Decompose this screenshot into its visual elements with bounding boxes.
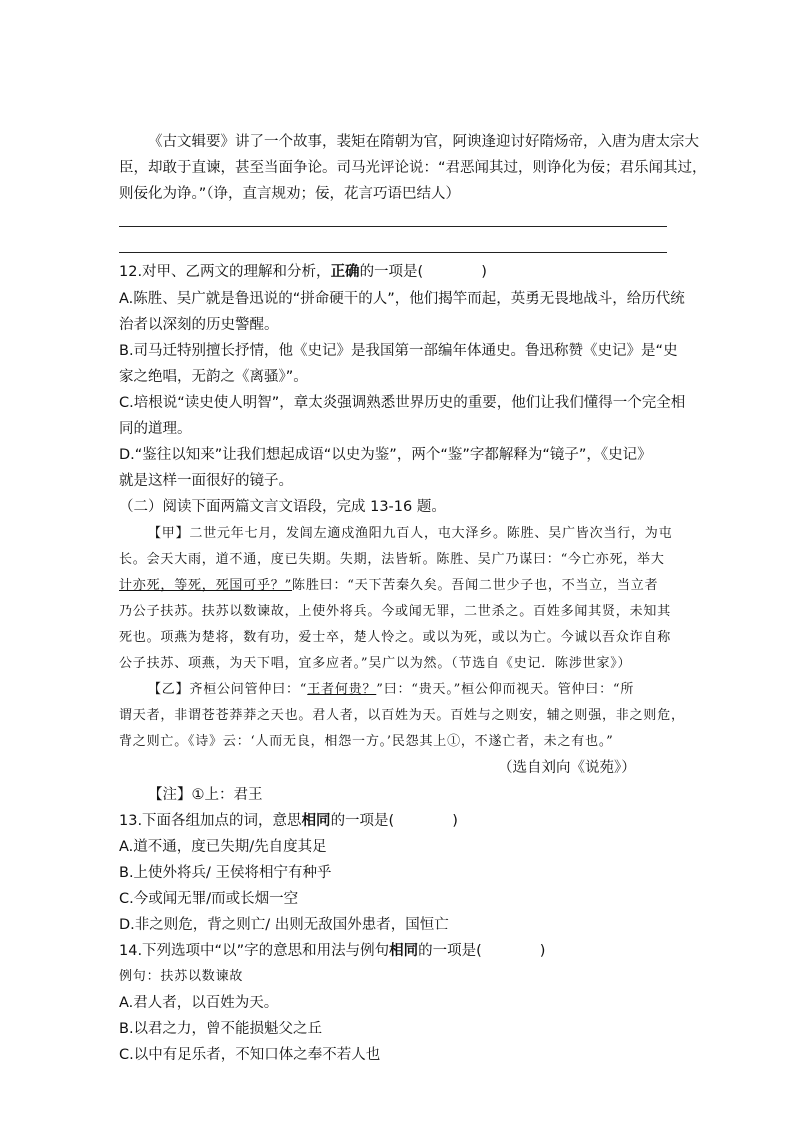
- passage-yi-line-1: [148, 677, 678, 703]
- q12-option-c-line-1: C.培根说“读史使人明智”，章太炎强调熟悉世界历史的重要，他们让我们懂得一个完全相: [119, 395, 686, 411]
- q12-option-c-line-2: 同的道理。: [119, 421, 192, 437]
- q14-stem-c: 的一项是( ): [418, 943, 546, 959]
- q14-option-c: C.以中有足乐者，不知口体之奉不若人也: [119, 1047, 381, 1063]
- footnote: 【注】①上：君王: [148, 787, 263, 803]
- q13-option-c: C.今或闻无罪/而或长烟一空: [119, 891, 299, 907]
- intro-line-1: 《古文辑要》讲了一个故事，裴矩在隋朝为官，阿谀逢迎讨好隋炀帝，入唐为唐太宗大: [148, 134, 699, 150]
- q12-option-a-line-2: 治者以深刻的历史警醒。: [119, 317, 279, 333]
- passage-yi-source: （选自刘向《说苑》）: [498, 760, 636, 776]
- q12-stem-c: 的一项是( ): [359, 264, 487, 280]
- answer-line-1: [119, 226, 667, 227]
- passage-jia-line-2: 长。会天大雨，道不通，度已失期。失期，法皆斩。陈胜、吴广乃谋曰：“今亡亦死，举大: [119, 552, 665, 567]
- intro-line-3: 则佞化为诤。”（诤，直言规劝；佞，花言巧语巴结人）: [119, 186, 461, 202]
- passage-yi-line-1-b: ”曰：“贵天。”桓公仰而视天。管仲曰：“所: [376, 682, 635, 697]
- q14-option-b: B.以君之力，曾不能损魁父之丘: [119, 1021, 323, 1037]
- q12-stem: [119, 259, 679, 285]
- passage-yi-underlined: 王者何贵？: [307, 682, 377, 697]
- q13-option-d: D.非之则危，背之则亡/ 出则无敌国外患者，国恒亡: [119, 917, 449, 933]
- q12-option-b-line-1: B.司马迁特别擅长抒情，他《史记》是我国第一部编年体通史。鲁迅称赞《史记》是“史: [119, 343, 678, 359]
- q13-stem-emphasis: 相同: [301, 813, 331, 829]
- q12-stem-emphasis: 正确: [330, 264, 360, 280]
- q13-stem: [119, 808, 679, 834]
- q13-stem-a: 13.下面各组加点的词，意思: [119, 813, 302, 829]
- intro-line-2: 臣，却敢于直谏，甚至当面争论。司马光评论说：“君恶闻其过，则诤化为佞；君乐闻其过，: [119, 160, 707, 176]
- q12-option-d-line-2: 就是这样一面很好的镜子。: [119, 473, 293, 489]
- passage-yi-line-2: 谓天者，非谓苍苍莽莽之天也。君人者，以百姓为天。百姓与之则安，辅之则强，非之则危，: [119, 708, 685, 723]
- q12-option-b-line-2: 家之绝唱，无韵之《离骚》”。: [119, 369, 308, 385]
- q12-option-d-line-1: D.“鉴往以知来”让我们想起成语“以史为鉴”，两个“鉴”字都解释为“镜子”，《史记》: [119, 447, 652, 463]
- q13-option-a: A.道不通，度已失期/先自度其足: [119, 839, 327, 855]
- passage-jia-line-1: 【甲】二世元年七月，发闾左適戍渔阳九百人，屯大泽乡。陈胜、吴广皆次当行，为屯: [148, 526, 673, 541]
- q13-option-b: B.上使外将兵/ 王侯将相宁有种乎: [119, 865, 332, 881]
- section-two-heading: （二）阅读下面两篇文言文语段，完成 13-16 题。: [119, 499, 446, 515]
- passage-jia-underlined: 计亦死，等死，死国可乎？”: [119, 578, 293, 593]
- passage-yi-line-1-a: 【乙】齐桓公问管仲曰：“: [148, 682, 308, 697]
- passage-jia-line-5: 死也。项燕为楚将，数有功，爱士卒，楚人怜之。或以为死，或以为亡。今诚以吾众诈自称: [119, 630, 672, 645]
- q14-stem-a: 14.下列选项中“以”字的意思和用法与例句: [119, 943, 390, 959]
- answer-line-2: [119, 252, 667, 253]
- q14-stem-emphasis: 相同: [389, 943, 419, 959]
- q14-stem: [119, 938, 679, 964]
- q14-example: 例句：扶苏以数谏故: [119, 969, 244, 984]
- q12-option-a-line-1: A.陈胜、吴广就是鲁迅说的“拼命硬干的人”，他们揭竿而起，英勇无畏地战斗，给历代统: [119, 291, 685, 307]
- passage-jia-line-4: 乃公子扶苏。扶苏以数谏故，上使外将兵。今或闻无罪，二世杀之。百姓多闻其贤，未知其: [119, 604, 672, 619]
- passage-yi-line-3: 背之则亡。《诗》云：‘人而无良，相怨一方。’民怨其上①，不遂亡者，未之有也。”: [119, 734, 614, 749]
- q12-stem-a: 12.对甲、乙两文的理解和分析，: [119, 264, 331, 280]
- passage-jia-line-3: [119, 573, 679, 599]
- passage-jia-line-6: 公子扶苏、项燕，为天下唱，宜多应者。”吴广以为然。（节选自《史记．陈涉世家》）: [119, 656, 632, 671]
- passage-jia-line-3-rest: 陈胜曰：“天下苦秦久矣。吾闻二世少子也，不当立，当立者: [292, 578, 659, 593]
- q14-option-a: A.君人者，以百姓为天。: [119, 995, 279, 1011]
- q13-stem-c: 的一项是( ): [330, 813, 458, 829]
